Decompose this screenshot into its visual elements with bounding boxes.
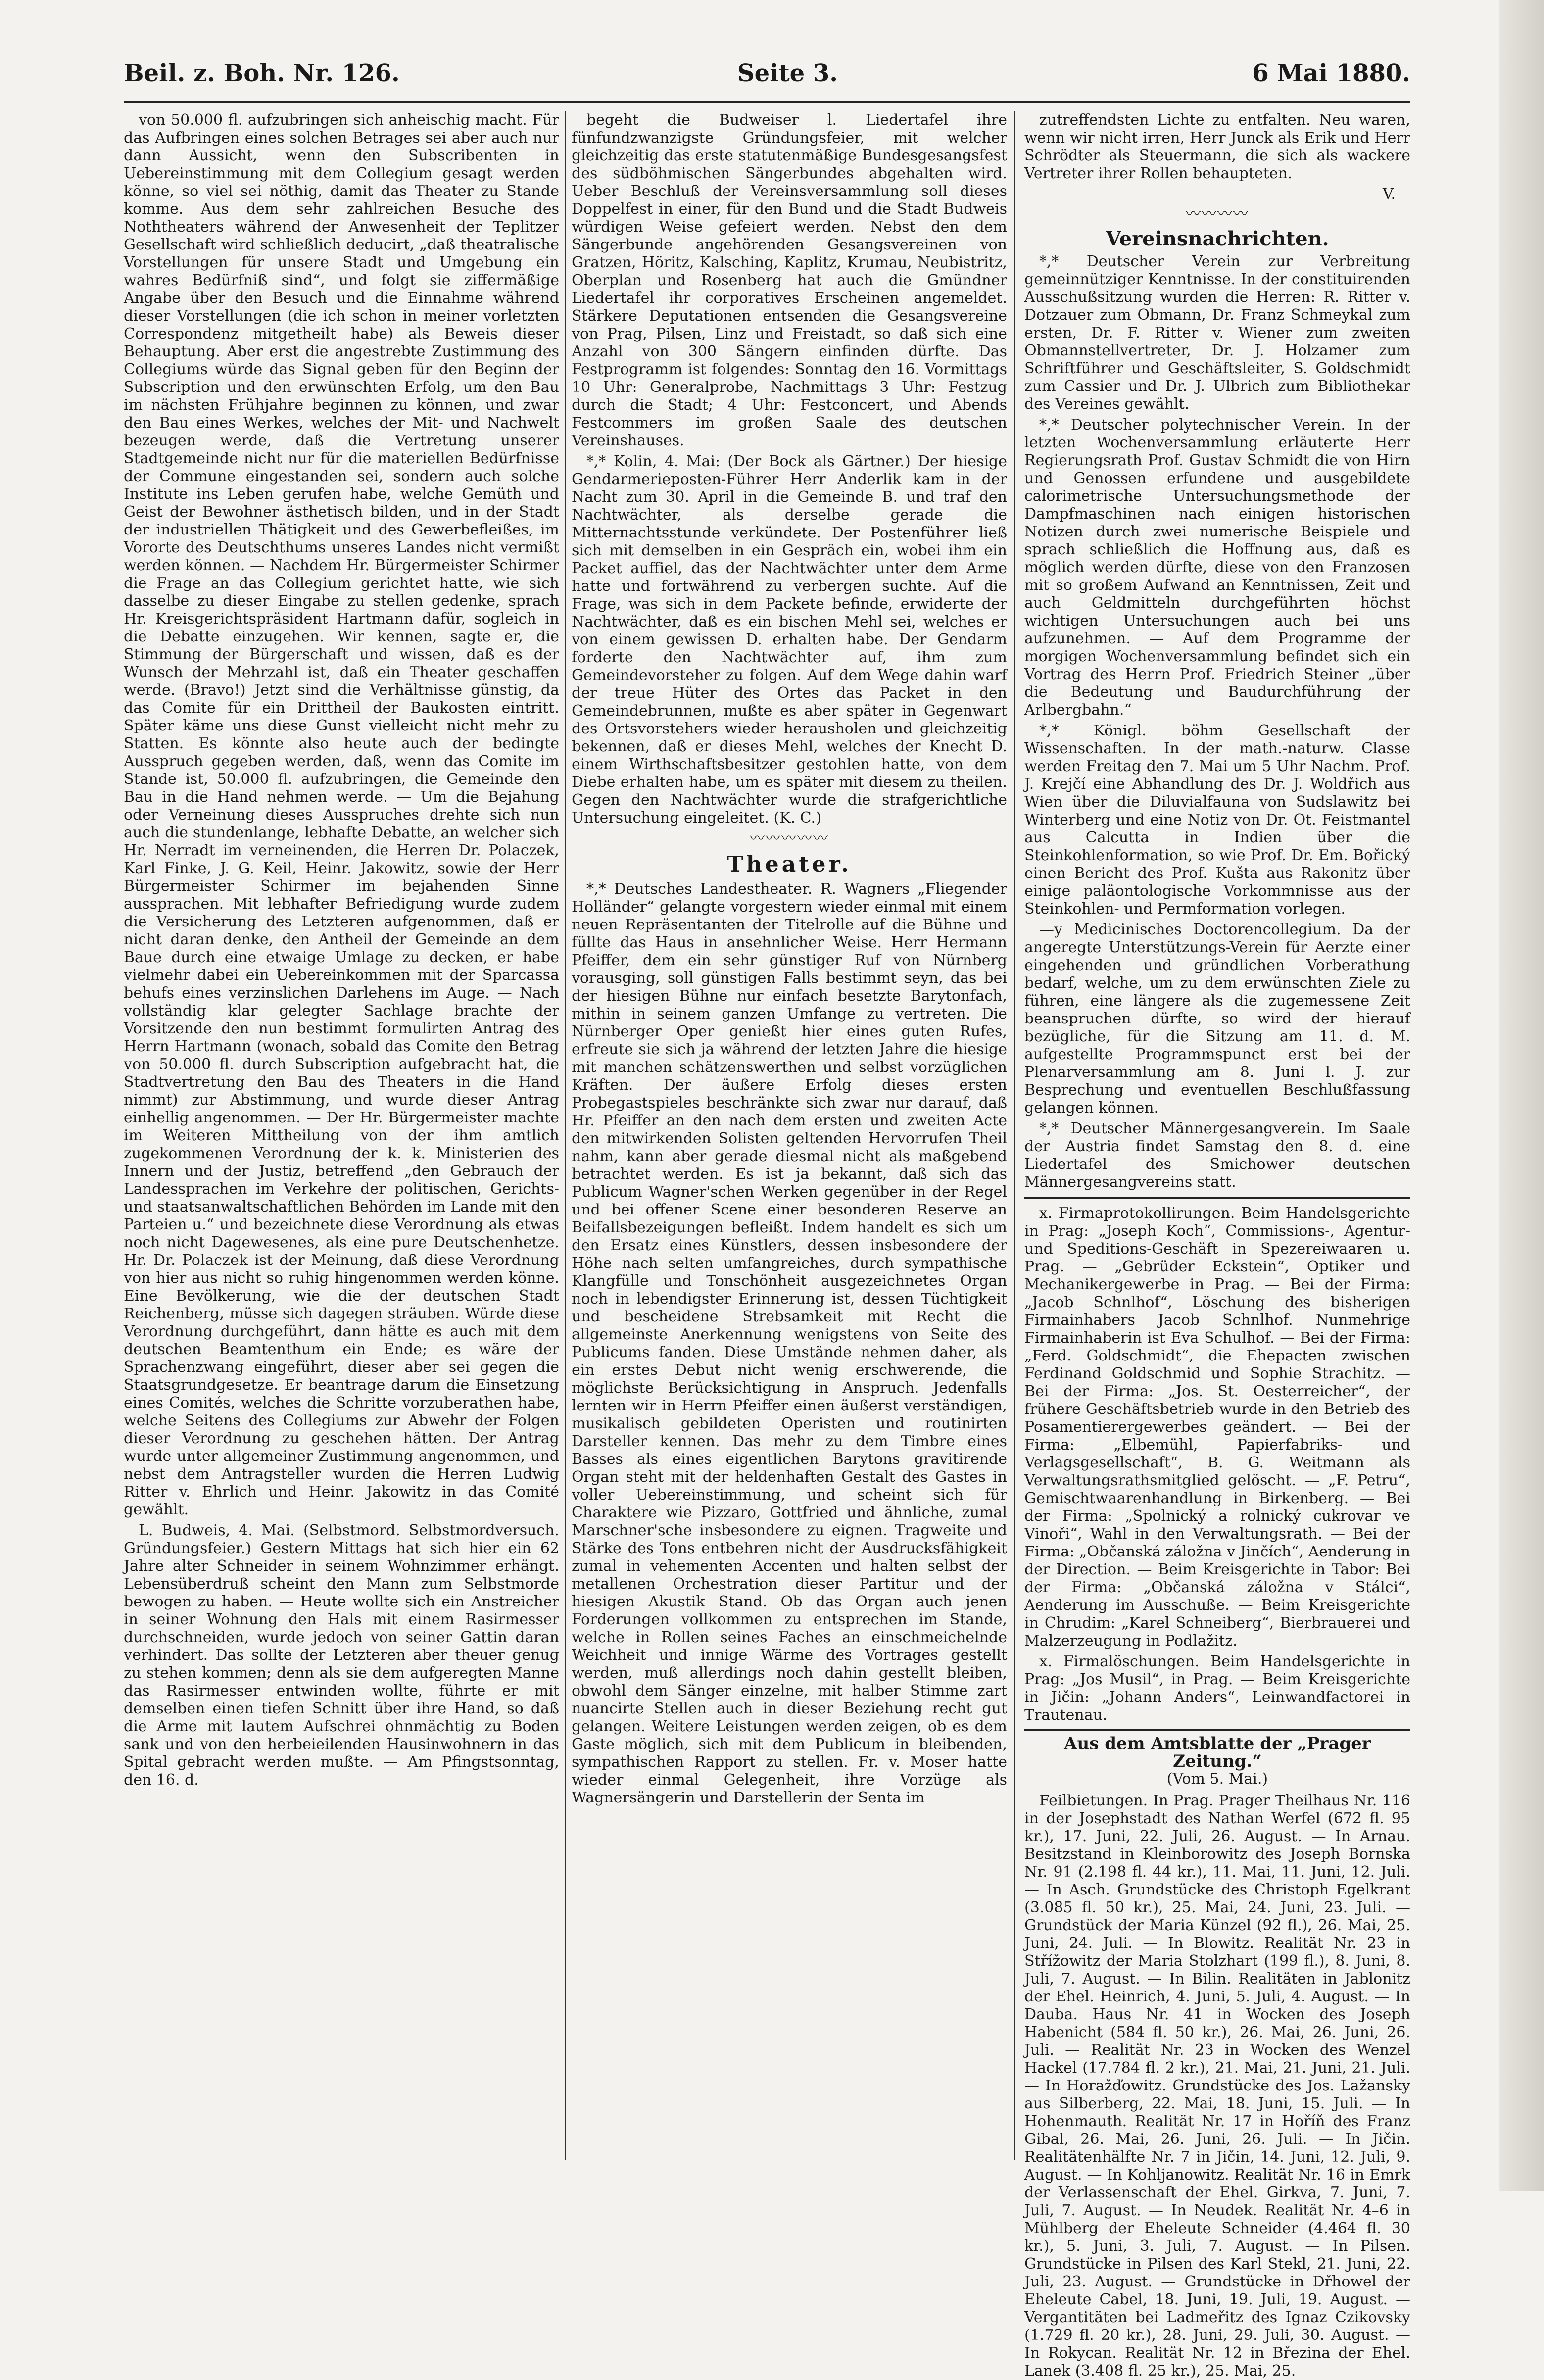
article-verein-kenntnisse: *,* Deutscher Verein zur Verbreitung gemeinnütziger Kenntnisse. In der constituirenden Ausschußsitzung wurden die Herren: R. Ritter v. Dotzauer zum Obmann, Dr. Franz Schmeykal zum ersten, Dr. F. Ritter v. Wiener zum zweiten Obmannstellvertreter, Dr. J. Holzamer zum Schriftführer und Geschäftsleiter, S. Goldschmidt zum Cassier und Dr. J. Ulbrich zum Bibliothekar des Vereines gewählt.: [1024, 253, 1410, 413]
header-date: 6 Mai 1880.: [1252, 59, 1410, 87]
article-feilbietungen: Feilbietungen. In Prag. Prager Theilhaus Nr. 116 in der Josephstadt des Nathan Werfel (672 fl. 95 kr.), 17. Juni, 22. Juli, 26. August. — In Arnau. Besitzstand in Kleinborowitz des Joseph Bornska Nr. 91 (2.198 fl. 44 kr.), 11. Mai, 11. Juni, 12. Juli. — In Asch. Grundstücke des Christoph Egelkrant (3.085 fl. 50 kr.), 25. Mai, 24. Juni, 23. Juli. — Grundstück der Maria Künzel (92 fl.), 26. Mai, 25. Juni, 24. Juli. — In Blowitz. Realität Nr. 23 in Střížowitz der Maria Stolzhart (199 fl.), 8. Juni, 8. Juli, 7. August. — In Bilin. Realitäten in Jablonitz der Ehel. Heinrich, 4. Juni, 5. Juli, 4. August. — In Dauba. Haus Nr. 41 in Wocken des Joseph Habenicht (584 fl. 50 kr.), 26. Mai, 26. Juni, 26. Juli. — Realität Nr. 23 in Wocken des Wenzel Hackel (17.784 fl. 2 kr.), 21. Mai, 21. Juni, 21. Juli. — In Horažďowitz. Grundstücke des Jos. Lažansky aus Silberberg, 22. Mai, 18. Juni, 15. Juli. — In Hohenmauth. Realität Nr. 17 in Hoříň des Franz Gibal, 26. Mai, 26. Juni, 26. Juli. — In Jičin. Realitätenhälfte Nr. 7 in Jičin, 14. Juni, 12. Juli, 9. August. — In Kohljanowitz. Realität Nr. 16 in Emrk der Verlassenschaft der Ehel. Girkva, 7. Juni, 7. Juli, 7. August. — In Neudek. Realität Nr. 4–6 in Mühlberg der Eheleute Schneider (4.464 fl. 30 kr.), 5. Juni, 3. Juli, 7. August. — In Pilsen. Grundstücke in Pilsen des Karl Stekl, 21. Juni, 22. Juli, 23. August. — Grundstücke in Dřhowel der Eheleute Cabel, 18. Juni, 19. Juli, 19. August. — Vergantitäten bei Ladmeřitz des Ignaz Czikovsky (1.729 fl. 20 kr.), 28. Juni, 29. Juli, 30. August. — In Rokycan. Realität Nr. 12 in Březina der Ehel. Lanek (3.408 fl. 25 kr.), 25. Mai, 25.: [1024, 1792, 1410, 2380]
article-budweis: L. Budweis, 4. Mai. (Selbstmord. Selbstmordversuch. Gründungsfeier.) Gestern Mittags hat sich hier ein 62 Jahre alter Schneider in seinem Wohnzimmer erhängt. Lebensüberdruß scheint den Mann zum Selbstmorde bewogen zu haben. — Heute wollte sich ein Anstreicher in seiner Wohnung den Hals mit einem Rasirmesser durchschneiden, wurde jedoch von seiner Gattin daran verhindert. Das sollte der Letzteren aber theuer genug zu stehen kommen; denn als sie dem aufgeregten Manne das Rasirmesser entwinden wollte, führte er mit demselben einen tiefen Schnitt über ihre Hand, so daß die Arme mit lautem Aufschrei ohnmächtig zu Boden sank und von den herbeieilenden Hausinwohnern in das Spital gebracht werden mußte. — Am Pfingstsonntag, den 16. d.: [124, 1522, 559, 1789]
section-title-amtsblatt: Aus dem Amtsblatte der „Prager Zeitung.“: [1024, 1729, 1410, 1770]
article-firmaprotokollirungen: x. Firmaprotokollirungen. Beim Handelsgerichte in Prag: „Joseph Koch“, Commissions-, Agentur- und Speditions-Geschäft in Spezereiwaaren u. Prag. — „Gebrüder Eckstein“, Optiker und Mechanikergewerbe in Prag. — Bei der Firma: „Jacob Schnlhof“, Löschung des bisherigen Firmainhabers Jacob Schnlhof. Nunmehrige Firmainhaberin ist Eva Schulhof. — Bei der Firma: „Ferd. Goldschmidt“, die Ehepacten zwischen Ferdinand Goldschmid und Sophie Strachitz. — Bei der Firma: „Jos. St. Oesterreicher“, der frühere Geschäftsbetrieb wurde in den Betrieb des Posamentierergewerbes geändert. — Bei der Firma: „Elbemühl, Papierfabriks- und Verlagsgesellschaft“, B. G. Weitmann als Verwaltungsrathsmitglied gelöscht. — „F. Petru“, Gemischtwaarenhandlung in Birkenberg. — Bei der Firma: „Spolnický a rolnický cukrovar ve Vinoři“, Wahl in den Verwaltungsrath. — Bei der Firma: „Občanská záložna v Jinčích“, Aenderung in der Direction. — Beim Kreisgerichte in Tabor: Bei der Firma: „Občanská záložna v Stálci“, Aenderung im Ausschuße. — Beim Kreisgerichte in Chrudim: „Karel Schneiberg“, Bierbrauerei und Malzerzeugung in Podlažitz.: [1024, 1205, 1410, 1650]
ornament-divider-2: 〰〰〰〰: [1186, 205, 1249, 223]
article-signature: V.: [1383, 186, 1396, 203]
header-page-number: Seite 3.: [737, 59, 838, 87]
article-kolin: *,* Kolin, 4. Mai: (Der Bock als Gärtner.) Der hiesige Gendarmerieposten-Führer Herr Anderlik kam in der Nacht zum 30. April in die Gemeinde B. und traf den Nachtwächter, als derselbe gerade die Mitternachtsstunde verkündete. Der Postenführer ließ sich mit demselben in ein Gespräch ein, wobei ihm ein Packet auffiel, das der Nachtwächter unter dem Arme hatte und fortwährend zu verbergen suchte. Auf die Frage, was sich in dem Packete befinde, erwiderte der Nachtwächter, daß es ein bischen Mehl sei, welches er von einem gewissen D. erhalten habe. Der Gendarm forderte den Nachtwächter auf, ihm zum Gemeindevorsteher zu folgen. Auf dem Wege dahin warf der treue Hüter des Ortes das Packet in den Gemeindebrunnen, mußte es aber später in Gegenwart des Ortsvorstehers wieder herausholen und gleichzeitig bekennen, daß er dieses Mehl, welches der Knecht D. einem Wirthschaftsbesitzer gestohlen hatte, von dem Diebe erhalten habe, um es später mit diesem zu theilen. Gegen den Nachtwächter wurde die strafgerichtliche Untersuchung eingeleitet. (K. C.): [572, 453, 1007, 826]
newspaper-page: [124, 45, 1410, 2380]
article-theater-cont: zutreffendsten Lichte zu entfalten. Neu waren, wenn wir nicht irren, Herr Junck als Erik und Herr Schrödter als Steuermann, die sich als wackere Vertreter ihrer Rollen behaupteten.: [1024, 111, 1410, 182]
section-title-theater: Theater.: [726, 852, 852, 877]
page-edge-shadow: [1499, 0, 1544, 2191]
column-1: [124, 111, 559, 2165]
page-header: [124, 59, 1410, 99]
article-gesellschaft-wissenschaften: *,* Königl. böhm Gesellschaft der Wissenschaften. In der math.-naturw. Classe werden Freitag den 7. Mai um 5 Uhr Nachm. Prof. J. Krejčí eine Abhandlung des Dr. J. Woldřich aus Wien über die Diluvialfauna von Sudslawitz bei Winterberg und eine Notiz von Dr. Ot. Feistmantel aus Calcutta in Indien über die Steinkohlenformation, so wie Prof. Dr. Em. Bořický einen Bericht des Prof. Kušta aus Rakonitz über einige paläontologische Vorkommnisse aus der Steinkohlen- und Permformation vorlegen.: [1024, 722, 1410, 918]
article-firmaloeschungen: x. Firmalöschungen. Beim Handelsgerichte in Prag: „Jos Musil“, in Prag. — Beim Kreisgerichte in Jičin: „Johann Anders“, Leinwandfactorei in Trautenau.: [1024, 1653, 1410, 1724]
section-title-vereinsnachrichten: Vereinsnachrichten.: [1106, 227, 1329, 250]
section-subtitle-amtsblatt: (Vom 5. Mai.): [1166, 1770, 1268, 1788]
header-issue: Beil. z. Boh. Nr. 126.: [124, 59, 400, 87]
column-2: [572, 111, 1007, 2165]
article-landestheater: *,* Deutsches Landestheater. R. Wagners „Fliegender Holländer“ gelangte vorgestern wieder einmal mit einem neuen Repräsentanten der Titelrolle auf die Bühne und füllte das Haus in ansehnlicher Weise. Herr Hermann Pfeiffer, dem ein sehr günstiger Ruf von Nürnberg vorausging, soll günstigen Falls bestimmt seyn, das bei der hiesigen Bühne nur einfach besetzte Barytonfach, mithin in seinem ganzen Umfange zu vertreten. Die Nürnberger Oper genießt hier eines guten Rufes, erfreute sie sich ja während der letzten Jahre die hiesige mit manchen schätzenswerthen und selbst vorzüglichen Kräften. Der äußere Erfolg dieses ersten Probegastspieles beschränkte sich zwar nur darauf, daß Hr. Pfeiffer an den nach dem ersten und zweiten Acte den mitwirkenden Solisten geltenden Hervorrufen Theil nahm, kann aber gerade diesmal nicht als maßgebend betrachtet werden. Es ist ja bekannt, daß sich das Publicum Wagner'schen Werken gegenüber in der Regel und bei offener Scene einer besonderen Reserve an Beifallsbezeigungen befleißt. Indem handelt es sich um den Ersatz eines Künstlers, dessen insbesondere der Höhe nach selten umfangreiches, durch sympathische Klangfülle und Tonschönheit ausgezeichnetes Organ noch in lebendigster Erinnerung ist, dessen Tüchtigkeit und bescheidene Strebsamkeit mit Recht die allgemeinste Anerkennung wenigstens von Seite des Publicums fanden. Diese Umstände nehmen daher, als ein erstes Debut nicht wenig erschwerende, die möglichste Berücksichtigung in Anspruch. Jedenfalls lernten wir in Herrn Pfeiffer einen äußerst verständigen, musikalisch gebildeten Operisten und routinirten Darsteller kennen. Das mehr zu dem Timbre eines Basses als eines eigentlichen Barytons gravitirende Organ steht mit der heldenhaften Gestalt des Gastes in voller Uebereinstimmung, und scheint sich für Charaktere wie Pizzaro, Gottfried und ähnliche, zumal Marschner'sche insbesondere zu eignen. Tragweite und Stärke des Tons entbehren nicht der Ausdrucksfähigkeit zumal in vehementen Accenten und halten selbst der metallenen Orchestration dieser Partitur und der hiesigen Akustik Stand. Ob das Organ auch jenen Forderungen vollkommen zu entsprechen im Stande, welche in Rollen seines Faches an einschmeichelnde Weichheit und innige Wärme des Vortrages gestellt werden, muß allerdings noch dahin gestellt bleiben, obwohl dem Sänger einzelne, mit halber Stimme zart nuancirte Stellen auch in dieser Beziehung recht gut gelangen. Weitere Leistungen werden zeigen, ob es dem Gaste möglich, sich mit dem Publicum in bleibenden, sympathischen Rapport zu stellen. Fr. v. Moser hatte wieder einmal Gelegenheit, ihre Vorzüge als Wagnersängerin und Darstellerin der Senta im: [572, 880, 1007, 1806]
column-3: [1024, 111, 1410, 2380]
header-rule: [124, 101, 1410, 103]
article-theater-reichenberg: von 50.000 fl. aufzubringen sich anheischig macht. Für das Aufbringen eines solchen Betrages sei aber auch nur dann Aussicht, wenn den Subscribenten in Uebereinstimmung mit dem Collegium gesagt werden könne, so viel sei nöthig, damit das Theater zu Stande komme. Aus dem sehr zahlreichen Besuche des Noththeaters während der Anwesenheit der Teplitzer Gesellschaft wird schließlich deducirt, „daß theatralische Vorstellungen für unsere Stadt und Umgebung ein wahres Bedürfniß sind“, und folgt sie ziffermäßige Angabe über den Besuch und die Einnahme während dieser Vorstellungen (die ich schon in meiner vorletzten Correspondenz mitgetheilt habe) als Beweis dieser Behauptung. Aber erst die angestrebte Zustimmung des Collegiums würde das Signal geben für den Beginn der Subscription und den erwünschten Erfolg, um den Bau im nächsten Frühjahre beginnen zu können, und zwar den Bau eines Werkes, welches der Mit- und Nachwelt bezeugen werde, daß die Vertretung unserer Stadtgemeinde nicht nur für die materiellen Bedürfnisse der Commune eingestanden sei, sondern auch solche Institute ins Leben gerufen habe, welche Gemüth und Geist der Bewohner ästhetisch bilden, und in der Stadt der industriellen Thätigkeit und des Gewerbefleißes, im Vororte des Deutschthums unseres Landes nicht vermißt werden können. — Nachdem Hr. Bürgermeister Schirmer die Frage an das Collegium gerichtet hatte, wie sich dasselbe zu dieser Eingabe zu stellen gedenke, sprach Hr. Kreisgerichtspräsident Hartmann dafür, sogleich in die Debatte einzugehen. Wir kennen, sagte er, die Stimmung der Bürgerschaft und wissen, daß es der Wunsch der Mehrzahl ist, daß ein Theater geschaffen werde. (Bravo!) Jetzt sind die Verhältnisse günstig, da das Comite für ein Drittheil der Baukosten eintritt. Später käme uns diese Gunst vielleicht nicht mehr zu Statten. Es könnte also heute auch der bedingte Ausspruch gegeben werden, daß, wenn das Comite im Stande ist, 50.000 fl. aufzubringen, die Gemeinde den Bau in die Hand nehmen werde. — Um die Bejahung oder Verneinung dieses Ausspruches drehte sich nun auch die stundenlange, lebhafte Debatte, an welcher sich Hr. Nerradt im verneinenden, die Herren Dr. Polaczek, Karl Finke, J. G. Keil, Heinr. Jakowitz, sowie der Herr Bürgermeister Schirmer im bejahenden Sinne aussprachen. Mit lebhafter Befriedigung wurde zudem die Versicherung des Letzteren aufgenommen, daß er nicht daran denke, den Antheil der Gemeinde an dem Baue durch eine etwaige Umlage zu decken, er habe vielmehr dabei ein Uebereinkommen mit der Sparcassa behufs eines verzinslichen Darlehens im Auge. — Nach vollständig klar gelegter Sachlage brachte der Vorsitzende den nun bestimmt formulirten Antrag des Herrn Hartmann (wonach, sobald das Comite den Betrag von 50.000 fl. durch Subscription aufgebracht hat, die Stadtvertretung den Bau des Theaters in die Hand nimmt) zur Abstimmung, und wurde dieser Antrag einhellig angenommen. — Der Hr. Bürgermeister machte im Weiteren Mittheilung von der ihm amtlich zugekommenen Verordnung der k. k. Ministerien des Innern und der Justiz, betreffend „den Gebrauch der Landessprachen im Verkehre der politischen, Gerichts- und staatsanwaltschaftlichen Behörden im Lande mit den Parteien u.“ und bezeichnete diese Verordnung als etwas noch nicht Dagewesenes, als eine pure Deutschenhetze. Hr. Dr. Polaczek ist der Meinung, daß diese Verordnung von hier aus nicht so ruhig hingenommen werden könne. Eine Bevölkerung, wie die der deutschen Stadt Reichenberg, müsse sich dagegen sträuben. Würde diese Verordnung durchgeführt, dann hätte es auch mit dem deutschen Beamtenthum ein Ende; es wäre der Sprachenzwang eingeführt, dieser aber sei gegen die Staatsgrundgesetze. Er beantrage darum die Einsetzung eines Comités, welches die Schritte vorzuberathen habe, welche Seitens des Collegiums zur Abwehr der Folgen dieser Verordnung zu geschehen hätten. Der Antrag wurde unter allgemeiner Zustimmung angenommen, und nebst dem Antragsteller wurden die Herren Ludwig Ritter v. Ehrlich und Heinr. Jakowitz in das Comité gewählt.: [124, 111, 559, 1518]
article-budweis-cont: begeht die Budweiser l. Liedertafel ihre fünfundzwanzigste Gründungsfeier, mit welcher gleichzeitig das erste statutenmäßige Bundesgesangsfest des südböhmischen Sängerbundes abgehalten wird. Ueber Beschluß der Vereinsversammlung soll dieses Doppelfest in einer, für den Bund und die Stadt Budweis würdigen Weise gefeiert werden. Nebst den dem Sängerbunde angehörenden Gesangsvereinen von Gratzen, Höritz, Kalsching, Kaplitz, Krumau, Neubistritz, Oberplan und Rosenberg hat auch die Gmündner Liedertafel ihr corporatives Erscheinen angemeldet. Stärkere Deputationen entsenden die Gesangsvereine von Prag, Pilsen, Linz und Freistadt, so daß sich eine Anzahl von 300 Sängern einfinden dürfte. Das Festprogramm ist folgendes: Sonntag den 16. Vormittags 10 Uhr: Generalprobe, Nachmittags 3 Uhr: Festzug durch die Stadt; 4 Uhr: Festconcert, und Abends Festcommers im großen Saale des deutschen Vereinshauses.: [572, 111, 1007, 449]
section-rule: [1024, 1197, 1410, 1199]
article-doctorencollegium: —y Medicinisches Doctorencollegium. Da der angeregte Unterstützungs-Verein für Aerzte einer eingehenden und gründlichen Vorberathung bedarf, welche, um zu dem erwünschten Ziele zu führen, eine längere als die zugemessene Zeit beanspruchen dürfte, so wird der hierauf bezügliche, für die Sitzung am 11. d. M. aufgestellte Programmspunct erst bei der Plenarversammlung am 8. Juni l. J. zur Besprechung und eventuellen Beschlußfassung gelangen können.: [1024, 921, 1410, 1117]
article-maennergesangverein: *,* Deutscher Männergesangverein. Im Saale der Austria findet Samstag den 8. d. eine Liedertafel des Smichower deutschen Männergesangvereins statt.: [1024, 1120, 1410, 1191]
column-divider-1: [565, 111, 566, 2160]
article-polytechnischer-verein: *,* Deutscher polytechnischer Verein. In der letzten Wochenversammlung erläuterte Herr Regierungsrath Prof. Gustav Schmidt die von Hirn und Genossen erfundene und ausgebildete calorimetrische Untersuchungsmethode der Dampfmaschinen nach einigen historischen Notizen durch zwei numerische Beispiele und sprach schließlich die Hoffnung aus, daß es möglich werden dürfte, diese von den Franzosen mit so großem Aufwand an Kenntnissen, Zeit und auch Geldmitteln durchgeführten höchst wichtigen Untersuchungen auch bei uns aufzunehmen. — Auf dem Programme der morgigen Wochenversammlung befindet sich ein Vortrag des Herrn Prof. Friedrich Steiner „über die Bedeutung und Baudurchführung der Arlbergbahn.“: [1024, 416, 1410, 719]
ornament-divider: 〰〰〰〰〰: [750, 830, 829, 847]
column-divider-2: [1014, 111, 1015, 2160]
